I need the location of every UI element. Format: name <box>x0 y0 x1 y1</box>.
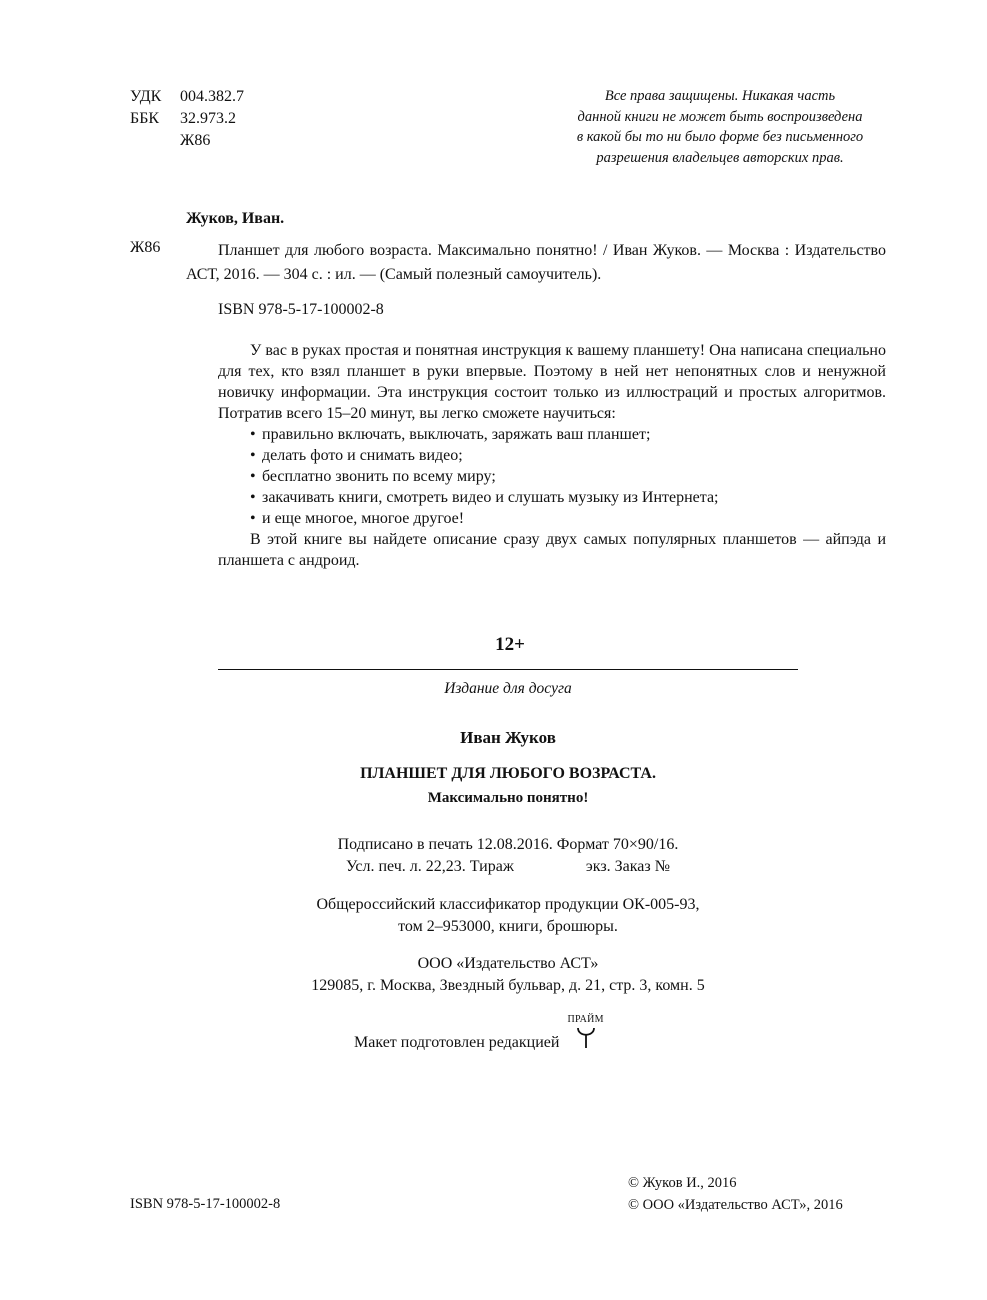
catalog-code: Ж86 <box>130 239 161 256</box>
list-item-text: закачивать книги, смотреть видео и слушать музыку из Интернета; <box>262 489 719 506</box>
author-mark-row <box>130 130 244 152</box>
classification-block <box>130 86 244 152</box>
print-run-line <box>218 856 798 878</box>
print-sheets: Усл. печ. л. 22,23. Тираж <box>346 858 514 875</box>
udk-row <box>130 86 244 108</box>
annotation-intro: У вас в руках простая и понятная инструкция к вашему планшету! Она написана специально для тех, кто взял планшет в руки впервые. Поэтому в ней нет непонятных слов и ненужной новичку информации. Эта инструкция состоит только из иллюстраций и простых алгоритмов. Потратив всего 15–20 минут, вы легко сможете научиться: <box>218 342 886 422</box>
author-mark: Ж86 <box>180 132 211 149</box>
rights-line: Все права защищены. Никакая часть <box>604 88 836 104</box>
bbk-row <box>130 108 244 130</box>
imprint-author: Иван Жуков <box>460 728 556 747</box>
list-item <box>218 508 886 529</box>
footer-isbn: ISBN 978-5-17-100002-8 <box>130 1196 281 1212</box>
annotation <box>218 340 886 571</box>
rights-line: в какой бы то ни было форме без письменного <box>576 129 864 145</box>
catalog-entry: Планшет для любого возраста. Максимально понятно! / Иван Жуков. — Москва : Издательство АСТ, 2016. — 304 с. : ил. — (Самый полезный самоучитель). <box>186 242 886 283</box>
bbk-label: ББК <box>130 110 160 127</box>
divider <box>218 669 798 670</box>
list-item-text: бесплатно звонить по всему миру; <box>262 468 496 485</box>
list-item <box>218 466 886 487</box>
catalog-isbn: ISBN 978-5-17-100002-8 <box>218 301 384 318</box>
prepared-by-text: Макет подготовлен редакцией <box>354 1034 560 1051</box>
copyright-block <box>628 1172 843 1216</box>
annotation-outro: В этой книге вы найдете описание сразу двух самых популярных планшетов — айпэда и планшета с андроид. <box>218 531 886 569</box>
list-item <box>218 424 886 445</box>
signed-line: Подписано в печать 12.08.2016. Формат 70×90/16. <box>337 836 679 853</box>
udk-value: 004.382.7 <box>180 88 244 105</box>
list-item <box>218 487 886 508</box>
publisher-address: 129085, г. Москва, Звездный бульвар, д. 21, стр. 3, комн. 5 <box>311 977 705 994</box>
classifier-line: Общероссийский классификатор продукции ОК-005-93, <box>316 896 700 913</box>
print-info <box>218 834 798 878</box>
order-number: экз. Заказ № <box>585 858 670 875</box>
prime-logo-text: ПРАЙМ <box>567 1014 604 1025</box>
annotation-list <box>218 424 886 529</box>
publisher-info <box>218 953 798 997</box>
copyright-author: © Жуков И., 2016 <box>628 1175 737 1191</box>
rights-notice <box>540 86 900 168</box>
edition-type: Издание для досуга <box>444 680 572 697</box>
prime-logo <box>567 1014 603 1054</box>
rights-line: данной книги не может быть воспроизведена <box>577 108 863 125</box>
classifier-info <box>218 894 798 938</box>
prepared-by <box>354 1014 604 1054</box>
age-rating: 12+ <box>495 634 525 655</box>
list-item-text: делать фото и снимать видео; <box>262 447 463 464</box>
imprint-subtitle: Максимально понятно! <box>427 790 589 806</box>
classifier-line: том 2–953000, книги, брошюры. <box>398 918 618 935</box>
imprint-title: ПЛАНШЕТ ДЛЯ ЛЮБОГО ВОЗРАСТА. <box>360 765 656 782</box>
fork-icon <box>575 1025 597 1049</box>
catalog-author-heading: Жуков, Иван. <box>186 210 285 227</box>
list-item-text: и еще многое, многое другое! <box>262 510 465 527</box>
publisher-name: ООО «Издательство АСТ» <box>417 955 599 972</box>
copyright-publisher: © ООО «Издательство АСТ», 2016 <box>628 1197 843 1213</box>
udk-label: УДК <box>130 88 162 105</box>
list-item <box>218 445 886 466</box>
list-item-text: правильно включать, выключать, заряжать ваш планшет; <box>262 426 651 443</box>
bbk-value: 32.973.2 <box>180 110 236 127</box>
rights-line: разрешения владельцев авторских прав. <box>596 149 844 166</box>
